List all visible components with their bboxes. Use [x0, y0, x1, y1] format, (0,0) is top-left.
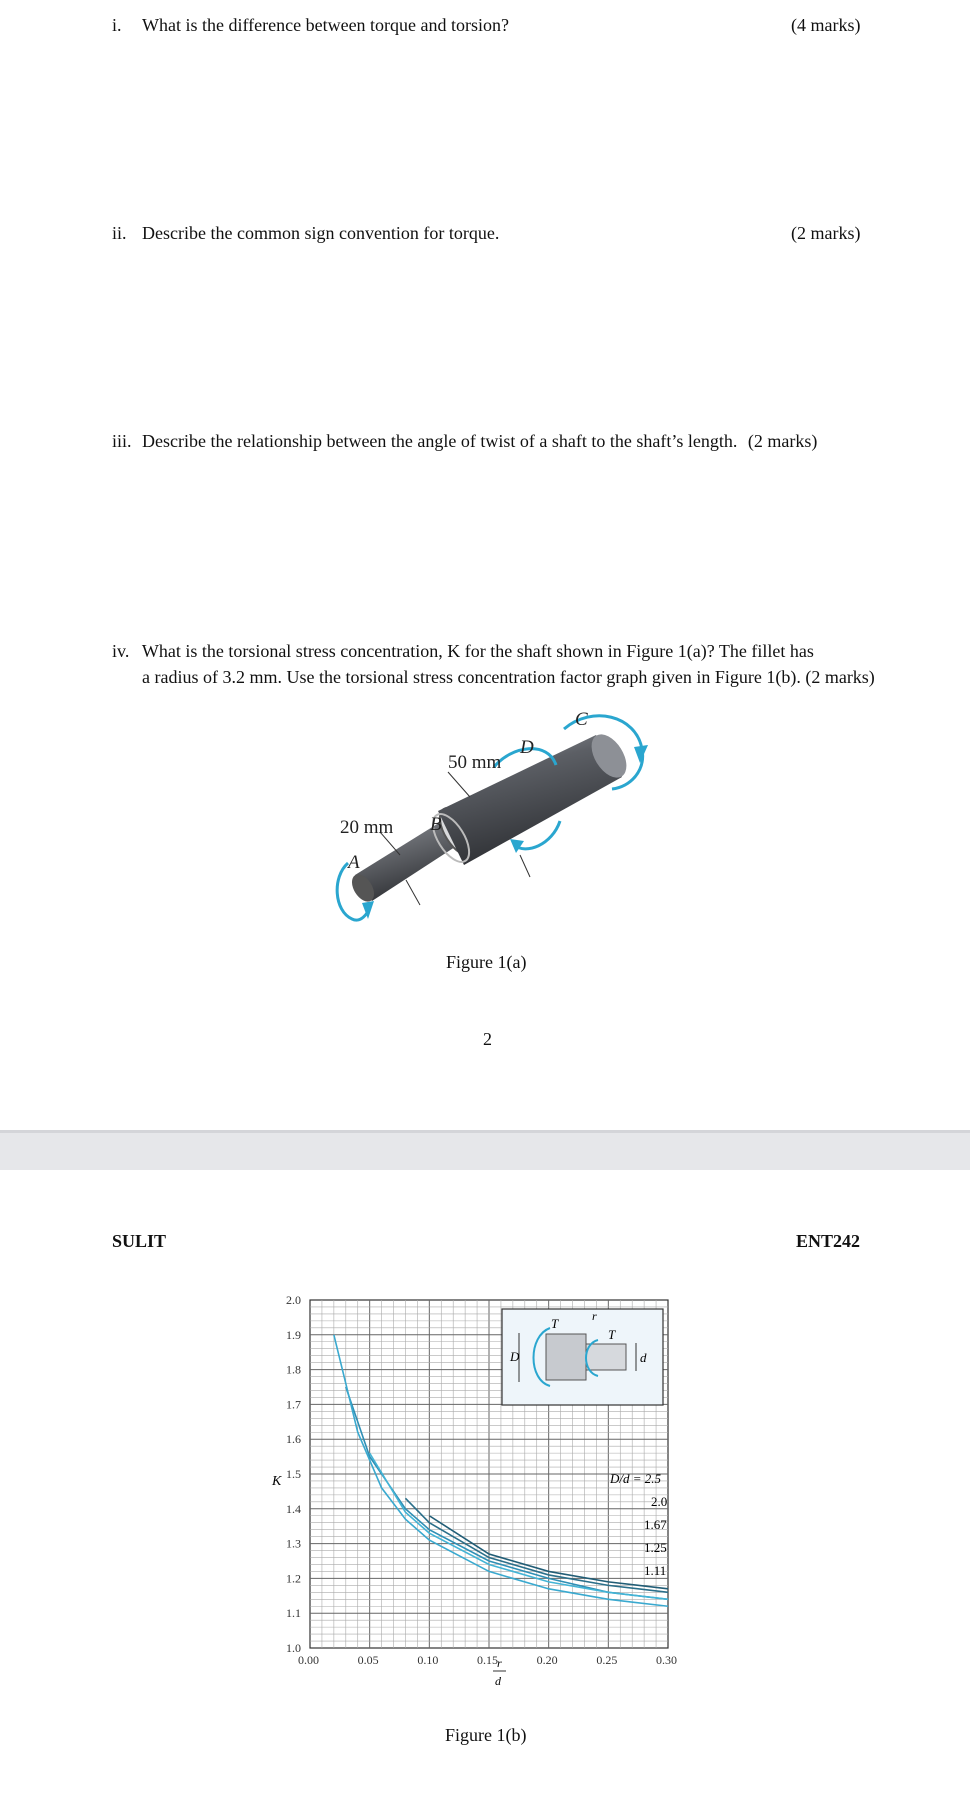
question-number: ii. [112, 223, 127, 243]
y-tick-label: 1.3 [286, 1536, 301, 1551]
label-d: D [520, 737, 534, 758]
x-axis-label-denominator: d [495, 1674, 501, 1688]
label-a: A [348, 852, 360, 873]
x-tick-label: 0.25 [596, 1653, 618, 1667]
label-20mm: 20 mm [340, 817, 394, 838]
question-number: iii. [112, 431, 132, 451]
y-axis-label: K [272, 1474, 282, 1489]
x-tick-label: 0.20 [536, 1653, 558, 1667]
curve-label-2.5: D/d = 2.5 [610, 1471, 662, 1486]
question-i-marks: (4 marks) [791, 15, 861, 35]
question-iii-marks: (2 marks) [747, 431, 818, 451]
figure-1b [266, 1284, 716, 1744]
inset-shaft-diagram [502, 1309, 663, 1405]
stress-concentration-chart [266, 1284, 716, 1744]
inset-label-T1: T [551, 1316, 559, 1331]
question-text: What is the difference between torque and torsion? [142, 15, 510, 35]
curve-label-1.11: 1.11 [644, 1563, 667, 1578]
curve-label-1.67: 1.67 [644, 1517, 667, 1532]
question-iii [112, 428, 817, 454]
inset-large-shaft [546, 1334, 586, 1380]
y-tick-label: 1.6 [286, 1432, 301, 1447]
figure-1a [330, 705, 670, 945]
x-tick-label: 0.30 [656, 1653, 677, 1667]
label-50mm: 50 mm [448, 752, 502, 773]
inset-label-r: r [592, 1309, 597, 1323]
inset-label-D: D [510, 1349, 520, 1364]
torque-arrowhead-c [634, 745, 648, 763]
x-axis-label-numerator: r [497, 1656, 502, 1670]
question-ii-marks: (2 marks) [791, 223, 861, 243]
question-number: iv. [112, 641, 130, 661]
curve-label-2.0: 2.0 [651, 1494, 668, 1509]
x-tick-label: 0.10 [417, 1653, 439, 1667]
leader-lower-large [520, 855, 530, 877]
y-tick-label: 1.4 [286, 1501, 301, 1516]
torque-arrowhead-d [510, 839, 524, 853]
y-tick-label: 1.7 [286, 1397, 301, 1412]
y-tick-label: 1.1 [286, 1606, 301, 1621]
leader-lower-small [406, 880, 420, 905]
y-tick-label: 1.2 [286, 1571, 301, 1586]
figure-1a-caption: Figure 1(a) [446, 952, 527, 972]
y-tick-label: 1.9 [286, 1327, 301, 1342]
curve-label-1.25: 1.25 [644, 1540, 667, 1555]
question-text: Describe the relationship between the angle of twist of a shaft to the shaft’s length. [142, 431, 738, 451]
question-text-line2: a radius of 3.2 mm. Use the torsional stress concentration factor graph given in Figure 1(b). (2 marks) [142, 667, 875, 687]
question-ii [112, 220, 500, 246]
y-tick-label: 2.0 [286, 1293, 301, 1307]
inset-label-T2: T [608, 1327, 616, 1342]
y-tick-label: 1.0 [286, 1641, 301, 1655]
label-b: B [430, 814, 442, 835]
header-course-code: ENT242 [796, 1231, 861, 1251]
question-number: i. [112, 15, 122, 35]
y-tick-label: 1.5 [286, 1467, 301, 1481]
shaft-drawing [330, 705, 670, 945]
y-tick-label: 1.8 [286, 1362, 301, 1377]
exam-page-2 [0, 1170, 970, 1804]
page-number: 2 [483, 1029, 492, 1049]
inset-label-d: d [640, 1350, 647, 1365]
x-tick-label: 0.15 [477, 1653, 498, 1667]
question-text-line1: What is the torsional stress concentration, K for the shaft shown in Figure 1(a)? The fillet has [141, 641, 814, 661]
x-tick-label: 0.00 [298, 1653, 319, 1667]
header-sulit: SULIT [112, 1231, 167, 1251]
question-i [112, 12, 510, 38]
question-iv [112, 638, 942, 690]
label-c: C [575, 709, 588, 730]
leader-50mm [448, 772, 470, 797]
page-separator [0, 1130, 970, 1170]
x-tick-label: 0.05 [357, 1653, 379, 1667]
inset-small-shaft [586, 1344, 626, 1370]
question-text: Describe the common sign convention for torque. [142, 223, 500, 243]
figure-1b-caption: Figure 1(b) [445, 1725, 527, 1745]
